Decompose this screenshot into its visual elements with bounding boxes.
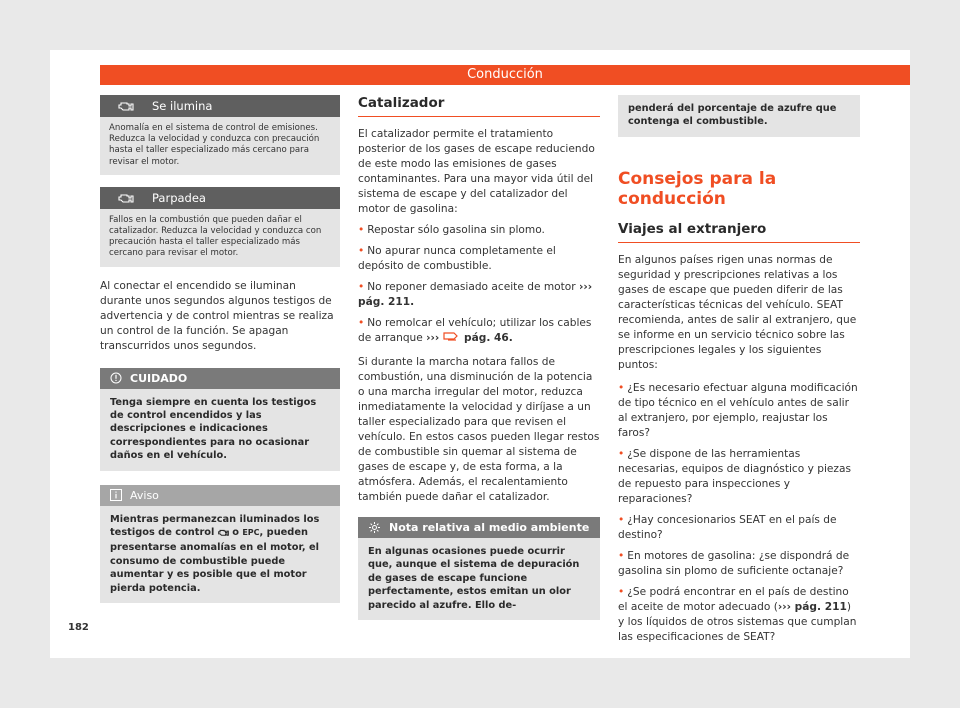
column-left: [100, 95, 340, 603]
list-item: • Repostar sólo gasolina sin plomo.: [358, 224, 545, 236]
note-text: Mientras permanezcan iluminados los testigos de control o EPC, pueden presentarse anomalías en el motor, el consumo de combustible puede aumentar y es posible que el motor pierda potencia.: [110, 513, 320, 594]
environment-text-continued: penderá del porcentaje de azufre que contenga el combustible.: [628, 103, 837, 128]
caution-label: CUIDADO: [130, 371, 188, 385]
epc-symbol: EPC: [242, 528, 260, 538]
chapter-title: Conducción: [467, 67, 543, 82]
column-middle: [358, 95, 600, 620]
note-box: [100, 485, 340, 603]
list-item: • ¿Es necesario efectuar alguna modificación de tipo técnico en el vehículo antes de salir al extranjero, por ejemplo, reajustar los faros?: [618, 381, 858, 439]
catalyst-intro: El catalizador permite el tratamiento posterior de los gases de escape reduciendo de este modo las emisiones de gases contaminantes. Para una mayor vida útil del sistema de escape y del catalizador del motor de gasolina:: [358, 128, 595, 215]
list-item: • No remolcar el vehículo; utilizar los cables de arranque ››› pág. 46.: [358, 316, 600, 348]
info-icon: [110, 489, 122, 501]
environment-header: [358, 517, 600, 538]
indicator-header-blink: [100, 187, 340, 209]
caution-text: Tenga siempre en cuenta los testigos de control encendidos y las descripciones e indicaciones correspondientes para no ocasionar daños en el vehículo.: [110, 396, 317, 462]
figure-reference-icon: [443, 331, 461, 348]
page-reference[interactable]: ››› pág. 211: [777, 600, 847, 613]
page-number: 182: [68, 622, 89, 633]
abroad-intro: En algunos países rigen unas normas de seguridad y prescripciones relativas a los gases de escape que pueden diferir de las características técnicas del vehículo. SEAT recomienda, antes de salir al extranjero, que se informe en un servicio técnico sobre las prescripciones legales y los siguientes puntos:: [618, 253, 857, 371]
engine-icon: [100, 100, 152, 112]
list-item: • No apurar nunca completamente el depósito de combustible.: [358, 245, 556, 272]
environment-text: En algunas ocasiones puede ocurrir que, aunque el sistema de depuración de gases de escape funcione perfectamente, estos emitan un olor parecido al azufre. Ello de-: [368, 546, 580, 611]
column-right: [618, 95, 860, 645]
list-item: • No reponer demasiado aceite de motor ››› pág. 211.: [358, 281, 593, 308]
note-label: Aviso: [130, 488, 159, 502]
page-reference[interactable]: pág. 46.: [464, 332, 513, 344]
manual-page: [50, 50, 910, 658]
section-heading: Viajes al extranjero: [618, 221, 860, 243]
list-item: • ¿Se dispone de las herramientas necesarias, equipos de diagnóstico y piezas de repuesto para inspecciones y reparaciones?: [618, 447, 851, 505]
warning-circle-icon: [110, 372, 122, 384]
chapter-heading: Consejos para la conducción: [618, 168, 777, 209]
indicator-header-on: [100, 95, 340, 117]
indicator-description: Fallos en la combustión que pueden dañar el catalizador. Reduzca la velocidad y conduzca con precaución hasta el taller especializado más cercano para revisar el motor.: [100, 209, 340, 267]
environment-box: [358, 517, 600, 620]
chapter-header: [100, 65, 910, 85]
caution-box: [100, 368, 340, 471]
list-item: • En motores de gasolina: ¿se dispondrá de gasolina sin plomo de suficiente octanaje?: [618, 549, 850, 577]
startup-paragraph: Al conectar el encendido se iluminan durante unos segundos algunos testigos de advertencia y de control mientras se realiza un control de la función. Se apagan transcurridos unos segundos.: [100, 279, 334, 352]
list-item: • ¿Hay concesionarios SEAT en el país de destino?: [618, 513, 837, 541]
indicator-label: Parpadea: [152, 190, 206, 205]
environment-label: Nota relativa al medio ambiente: [389, 521, 590, 534]
section-title: Catalizador: [358, 95, 600, 117]
engine-icon: [218, 528, 229, 541]
page-reference[interactable]: ››› pág. 211.: [358, 281, 593, 308]
indicator-description: Anomalía en el sistema de control de emisiones. Reduzca la velocidad y conduzca con precaución hasta el taller especializado más cercano para revisar el motor.: [100, 117, 340, 175]
engine-icon: [100, 192, 152, 204]
note-header: [100, 485, 340, 506]
environment-box-continued: [618, 95, 860, 137]
caution-header: [100, 368, 340, 389]
catalyst-body: Si durante la marcha notara fallos de combustión, una disminución de la potencia o una marcha irregular del motor, reduzca inmediatamente la velocidad y diríjase a un taller especializado para que revisen el vehículo. En estos casos pueden llegar restos de combustible sin quemar al sistema de gases de escape y, de esta forma, a la atmósfera. Además, el recalentamiento también puede dañar el catalizador.: [358, 356, 600, 503]
leaf-icon: [368, 521, 381, 534]
list-item: • ¿Se podrá encontrar en el país de destino el aceite de motor adecuado (››› pág. 211) y los líquidos de otros sistemas que cumplan las especificaciones de SEAT?: [618, 585, 857, 643]
indicator-label: Se ilumina: [152, 99, 213, 113]
